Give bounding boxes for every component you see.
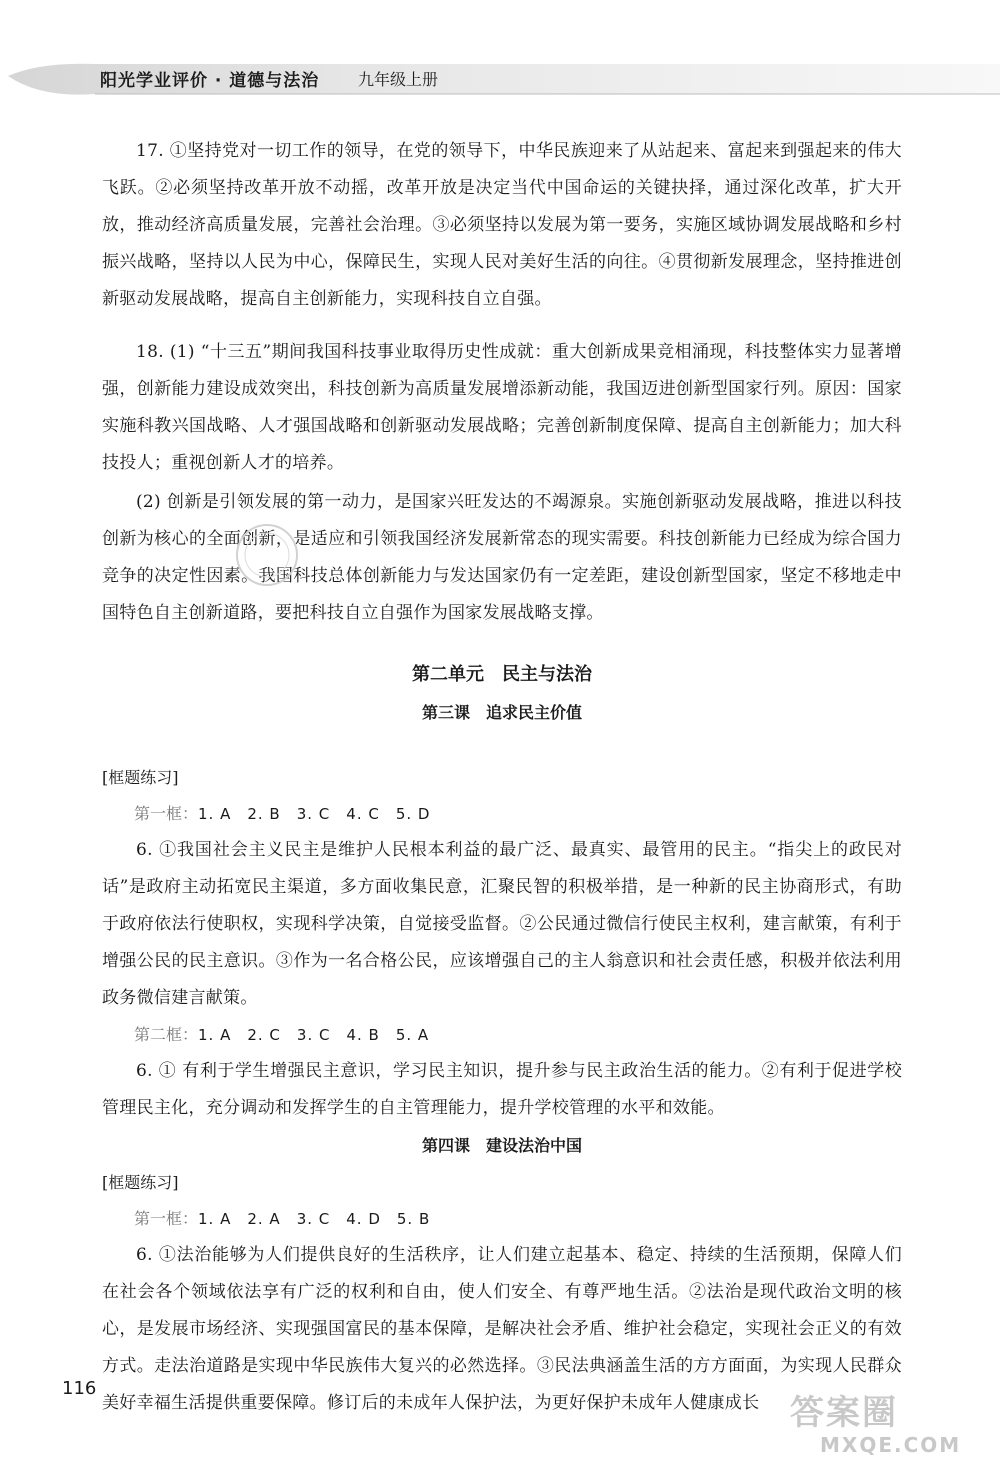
answer-keys: 1. A 2. C 3. C 4. B 5. A: [198, 1026, 430, 1044]
lesson-3-frame-1-q6: 6. ①我国社会主义民主是维护人民根本利益的最广泛、最真实、最管用的民主。“指尖上的政民对话”是政府主动拓宽民主渠道，多方面收集民意，汇聚民智的积极举措，是一种新的民主协商形式，有助于政府依法行使职权，实现科学决策，自觉接受监督。②公民通过微信行使民主权利，建言献策，有利于增强公民的民主意识。③作为一名合格公民，应该增强自己的主人翁意识和社会责任感，积极并依法利用政务微信建言献策。: [102, 840, 902, 1008]
watermark-logo: 答案圈: [790, 1393, 898, 1433]
page-content: [102, 133, 902, 1422]
lesson-3-frame-1-answers: [102, 796, 902, 832]
lesson-4-frame-1-answers: [102, 1201, 902, 1237]
lesson-4-frame-1-q6: 6. ①法治能够为人们提供良好的生活秩序，让人们建立起基本、稳定、持续的生活预期，保障人们在社会各个领域依法享有广泛的权利和自由，使人们安全、有尊严地生活。②法治是现代政治文明的核心，是发展市场经济、实现强国富民的基本保障，是解决社会矛盾、维护社会稳定，实现社会正义的有效方式。走法治道路是实现中华民族伟大复兴的必然选择。③民法典涵盖生活的方方面面，为实现人民群众美好幸福生活提供重要保障。修订后的未成年人保护法，为更好保护未成年人健康成长: [102, 1245, 902, 1413]
lesson-3-frame-2-answers: [102, 1017, 902, 1053]
frame-practice-label: [框题练习]: [102, 1173, 179, 1192]
header-subtitle: 九年级上册: [358, 70, 439, 89]
page-number: 116: [62, 1378, 97, 1399]
stamp-icon: [232, 520, 302, 590]
watermark-url: MXQE.COM: [820, 1433, 962, 1457]
frame-label: 第二框：: [134, 1025, 199, 1044]
frame-label: 第一框：: [134, 804, 199, 823]
lesson-4-title: 第四课 建设法治中国: [421, 1136, 582, 1155]
frame-practice-label: [框题练习]: [102, 768, 179, 787]
answer-keys: 1. A 2. A 3. C 4. D 5. B: [198, 1210, 431, 1228]
answer-17: 17. ①坚持党对一切工作的领导，在党的领导下，中华民族迎来了从站起来、富起来到强起来的伟大飞跃。②必须坚持改革开放不动摇，改革开放是决定当代中国命运的关键抉择，通过深化改革，扩大开放，推动经济高质量发展，完善社会治理。③必须坚持以发展为第一要务，实施区域协调发展战略和乡村振兴战略，坚持以人民为中心，保障民生，实现人民对美好生活的向往。④贯彻新发展理念，坚持推进创新驱动发展战略，提高自主创新能力，实现科技自立自强。: [102, 141, 902, 309]
header-title: 阳光学业评价 · 道德与法治: [100, 71, 320, 91]
answer-keys: 1. A 2. B 3. C 4. C 5. D: [198, 805, 431, 823]
lesson-3-title: 第三课 追求民主价值: [421, 703, 582, 722]
answer-18-1: 18. (1) “十三五”期间我国科技事业取得历史性成就：重大创新成果竞相涌现，科技整体实力显著增强，创新能力建设成效突出，科技创新为高质量发展增添新动能，我国迈进创新型国家行列。原因：国家实施科教兴国战略、人才强国战略和创新驱动发展战略；完善创新制度保障、提高自主创新能力；加大科技投人；重视创新人才的培养。: [102, 342, 902, 473]
answer-18-2: (2) 创新是引领发展的第一动力，是国家兴旺发达的不竭源泉。实施创新驱动发展战略，推进以科技创新为核心的全面创新，是适应和引领我国经济发展新常态的现实需要。科技创新能力已经成为综合国力竞争的决定性因素。我国科技总体创新能力与发达国家仍有一定差距，建设创新型国家，坚定不移地走中国特色自主创新道路，要把科技自立自强作为国家发展战略支撑。: [102, 492, 902, 623]
frame-label: 第一框：: [134, 1209, 199, 1228]
lesson-3-frame-2-q6: 6. ① 有利于学生增强民主意识，学习民主知识，提升参与民主政治生活的能力。②有利于促进学校管理民主化，充分调动和发挥学生的自主管理能力，提升学校管理的水平和效能。: [102, 1061, 902, 1118]
unit-title: 第二单元 民主与法治: [412, 664, 592, 685]
